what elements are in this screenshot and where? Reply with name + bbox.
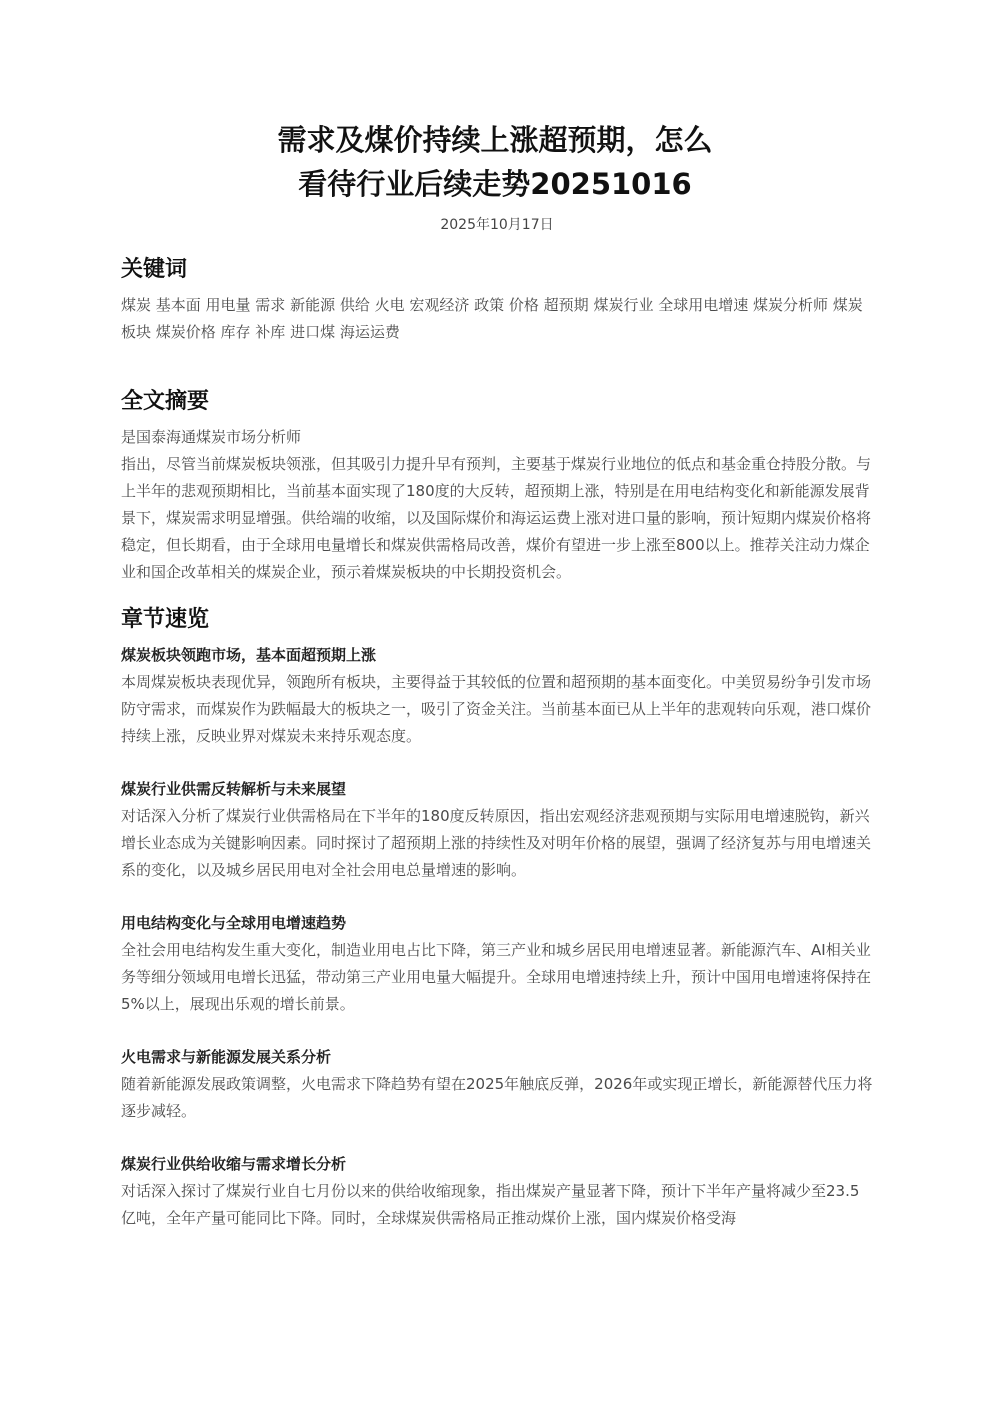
chapter-item xyxy=(121,642,873,750)
chapter-title: 用电结构变化与全球用电增速趋势 xyxy=(121,914,347,932)
summary-section xyxy=(121,386,873,586)
chapter-body: 全社会用电结构发生重大变化，制造业用电占比下降，第三产业和城乡居民用电增速显著。新能源汽车、AI相关业务等细分领域用电增长迅猛，带动第三产业用电量大幅提升。全球用电增速持续上升，预计中国用电增速将保持在5%以上，展现出乐观的增长前景。 xyxy=(121,941,872,1013)
document-page xyxy=(121,118,873,1258)
title-line-1: 需求及煤价持续上涨超预期，怎么 xyxy=(277,123,713,157)
chapter-item xyxy=(121,776,873,884)
chapter-title: 煤炭板块领跑市场，基本面超预期上涨 xyxy=(121,646,377,664)
chapters-section xyxy=(121,604,873,1232)
chapter-body: 本周煤炭板块表现优异，领跑所有板块，主要得益于其较低的位置和超预期的基本面变化。中美贸易纷争引发市场防守需求，而煤炭作为跌幅最大的板块之一，吸引了资金关注。当前基本面已从上半年的悲观转向乐观，港口煤价持续上涨，反映业界对煤炭未来持乐观态度。 xyxy=(121,673,872,745)
chapter-body: 对话深入分析了煤炭行业供需格局在下半年的180度反转原因，指出宏观经济悲观预期与实际用电增速脱钩，新兴增长业态成为关键影响因素。同时探讨了超预期上涨的持续性及对明年价格的展望，强调了经济复苏与用电增速关系的变化，以及城乡居民用电对全社会用电总量增速的影响。 xyxy=(121,807,872,879)
chapter-title: 煤炭行业供需反转解析与未来展望 xyxy=(121,780,347,798)
chapter-item xyxy=(121,1044,873,1125)
summary-intro: 是国泰海通煤炭市场分析师 xyxy=(121,428,302,446)
title-line-2: 看待行业后续走势20251016 xyxy=(298,167,692,201)
document-date: 2025年10月17日 xyxy=(440,217,554,233)
summary-body: 指出，尽管当前煤炭板块领涨，但其吸引力提升早有预判，主要基于煤炭行业地位的低点和基金重仓持股分散。与上半年的悲观预期相比，当前基本面实现了180度的大反转，超预期上涨，特别是在用电结构变化和新能源发展背景下，煤炭需求明显增强。供给端的收缩，以及国际煤价和海运运费上涨对进口量的影响，预计短期内煤炭价格将稳定，但长期看，由于全球用电量增长和煤炭供需格局改善，煤价有望进一步上涨至800以上。推荐关注动力煤企业和国企改革相关的煤炭企业，预示着煤炭板块的中长期投资机会。 xyxy=(121,455,872,581)
chapter-item xyxy=(121,910,873,1018)
summary-heading: 全文摘要 xyxy=(121,389,210,414)
chapter-body: 随着新能源发展政策调整，火电需求下降趋势有望在2025年触底反弹，2026年或实现正增长，新能源替代压力将逐步减轻。 xyxy=(121,1075,873,1120)
chapter-title: 火电需求与新能源发展关系分析 xyxy=(121,1048,332,1066)
keywords-section xyxy=(121,254,873,346)
chapter-body: 对话深入探讨了煤炭行业自七月份以来的供给收缩现象，指出煤炭产量显著下降，预计下半年产量将减少至23.5亿吨，全年产量可能同比下降。同时，全球煤炭供需格局正推动煤价上涨，国内煤炭价格受海 xyxy=(121,1182,860,1227)
chapter-item xyxy=(121,1151,873,1232)
chapter-title: 煤炭行业供给收缩与需求增长分析 xyxy=(121,1155,347,1173)
document-title xyxy=(117,118,873,206)
keywords-heading: 关键词 xyxy=(121,257,188,282)
keywords-list: 煤炭 基本面 用电量 需求 新能源 供给 火电 宏观经济 政策 价格 超预期 煤炭行业 全球用电增速 煤炭分析师 煤炭板块 煤炭价格 库存 补库 进口煤 海运运费 xyxy=(121,296,863,341)
chapters-heading: 章节速览 xyxy=(121,607,210,632)
